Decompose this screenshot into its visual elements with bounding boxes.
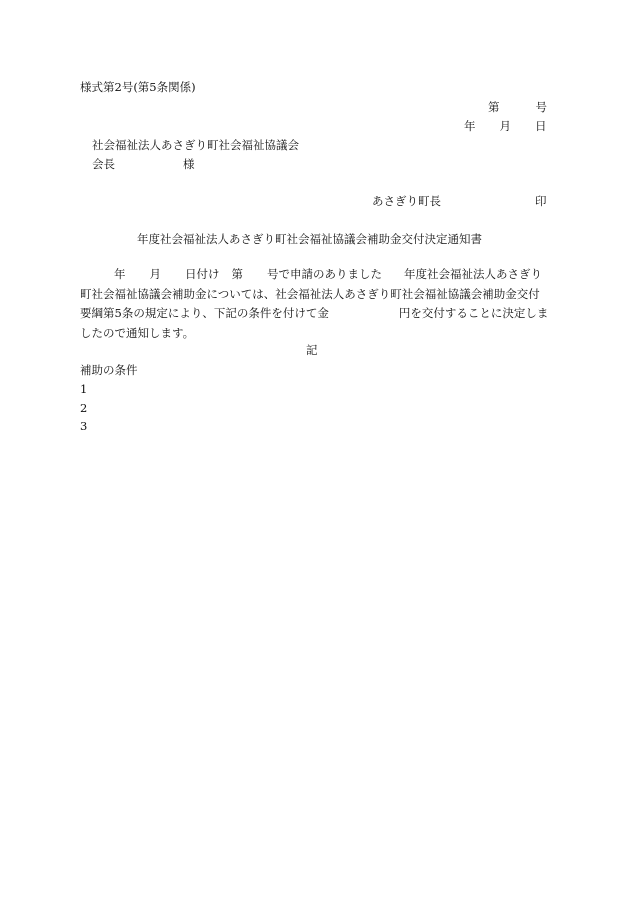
body-line-4: したので通知します。 bbox=[80, 325, 195, 340]
issuer bbox=[372, 193, 547, 209]
form-label: 様式第2号(第5条関係) bbox=[80, 80, 196, 94]
addressee-organization: 社会福祉法人あさぎり町社会福祉協議会 bbox=[92, 138, 299, 152]
conditions-heading: 補助の条件 bbox=[80, 363, 138, 377]
body-line-2: 町社会福祉協議会補助金については、社会福祉法人あさぎり町社会福祉協議会補助金交付 bbox=[80, 286, 540, 301]
condition-item: 1 bbox=[80, 382, 88, 396]
addressee-honorific: 様 bbox=[183, 157, 195, 171]
addressee-title bbox=[92, 156, 195, 172]
document-body bbox=[80, 265, 550, 343]
issuer-name: あさぎり町長 bbox=[372, 194, 441, 208]
number-prefix: 第 bbox=[488, 100, 500, 114]
date-day: 日 bbox=[535, 119, 547, 133]
date-month: 月 bbox=[499, 119, 511, 133]
document-date bbox=[464, 118, 547, 134]
addressee-title-label: 会長 bbox=[92, 157, 115, 171]
issuer-seal: 印 bbox=[535, 194, 547, 208]
document-number bbox=[488, 99, 547, 115]
number-suffix: 号 bbox=[535, 100, 547, 114]
body-line-1: 年 月 日付け 第 号で申請のありました 年度社会福祉法人あさぎり bbox=[114, 267, 542, 281]
date-year: 年 bbox=[464, 119, 476, 133]
condition-item: 2 bbox=[80, 401, 88, 415]
body-line-3: 要綱第5条の規定により、下記の条件を付けて金 円を交付することに決定しま bbox=[80, 306, 549, 320]
ki-heading: 記 bbox=[306, 343, 318, 357]
document-title: 年度社会福祉法人あさぎり町社会福祉協議会補助金交付決定通知書 bbox=[137, 232, 482, 246]
condition-item: 3 bbox=[80, 419, 88, 433]
